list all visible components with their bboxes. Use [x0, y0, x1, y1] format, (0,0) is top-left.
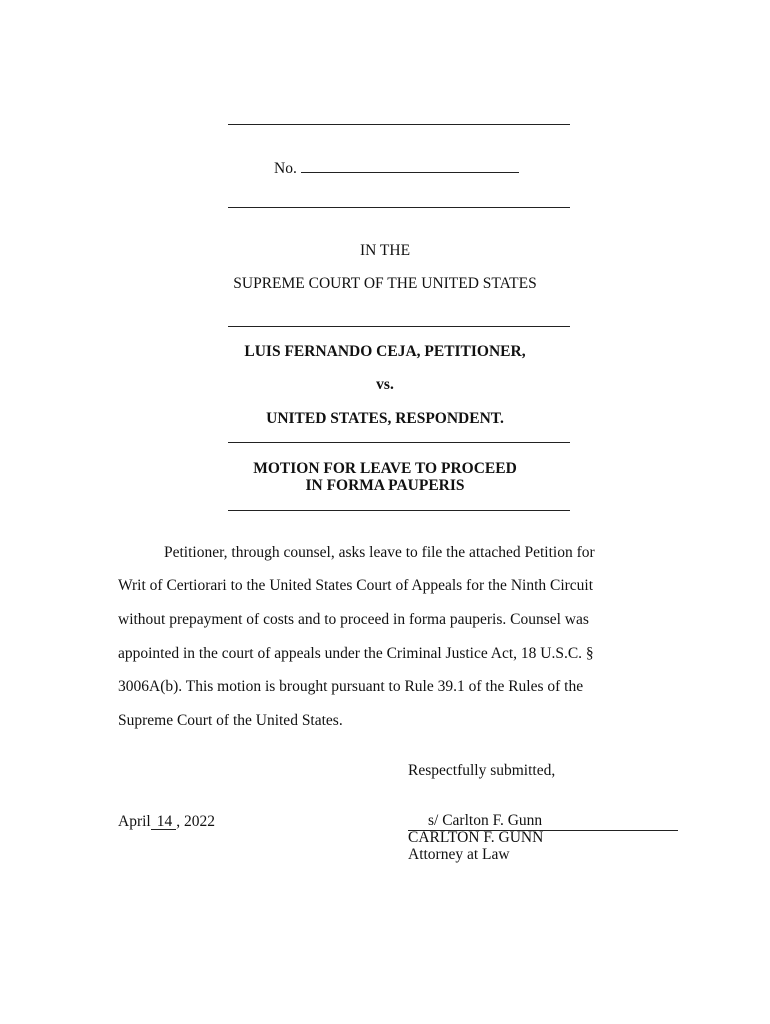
date-line: [118, 813, 215, 831]
date-day: 14: [151, 814, 177, 830]
petitioner-line: LUIS FERNANDO CEJA, PETITIONER,: [244, 343, 526, 360]
respectfully-submitted: Respectfully submitted,: [408, 762, 556, 779]
body-line-3: without prepayment of costs and to proceed in forma pauperis. Counsel was: [118, 611, 589, 628]
motion-title-line-2: IN FORMA PAUPERIS: [305, 477, 465, 494]
attorney-name: CARLTON F. GUNN: [408, 829, 544, 846]
court-rule: [228, 326, 570, 327]
court-line-1: IN THE: [359, 242, 411, 259]
signature: s/ Carlton F. Gunn: [428, 812, 543, 829]
docket-rule: [228, 207, 570, 208]
body-line-2: Writ of Certiorari to the United States Court of Appeals for the Ninth Circuit: [118, 577, 594, 594]
docket-label: No.: [274, 160, 297, 177]
body-line-4: appointed in the court of appeals under the Criminal Justice Act, 18 U.S.C. §: [118, 645, 594, 662]
docket-number-line: [274, 158, 519, 178]
date-month: April: [118, 813, 151, 830]
parties-rule: [228, 442, 570, 443]
body-line-1: Petitioner, through counsel, asks leave to file the attached Petition for: [164, 544, 595, 561]
motion-title-rule: [228, 510, 570, 511]
motion-title-line-1: MOTION FOR LEAVE TO PROCEED: [253, 460, 517, 477]
versus-line: vs.: [376, 376, 394, 393]
body-line-5: 3006A(b). This motion is brought pursuant to Rule 39.1 of the Rules of the: [118, 678, 584, 695]
respondent-line: UNITED STATES, RESPONDENT.: [266, 410, 504, 427]
top-rule: [228, 124, 570, 125]
date-year: , 2022: [176, 813, 215, 830]
docket-number-blank: [301, 158, 519, 173]
court-line-2: SUPREME COURT OF THE UNITED STATES: [233, 275, 537, 292]
body-line-6: Supreme Court of the United States.: [118, 712, 343, 729]
attorney-title: Attorney at Law: [408, 846, 510, 863]
